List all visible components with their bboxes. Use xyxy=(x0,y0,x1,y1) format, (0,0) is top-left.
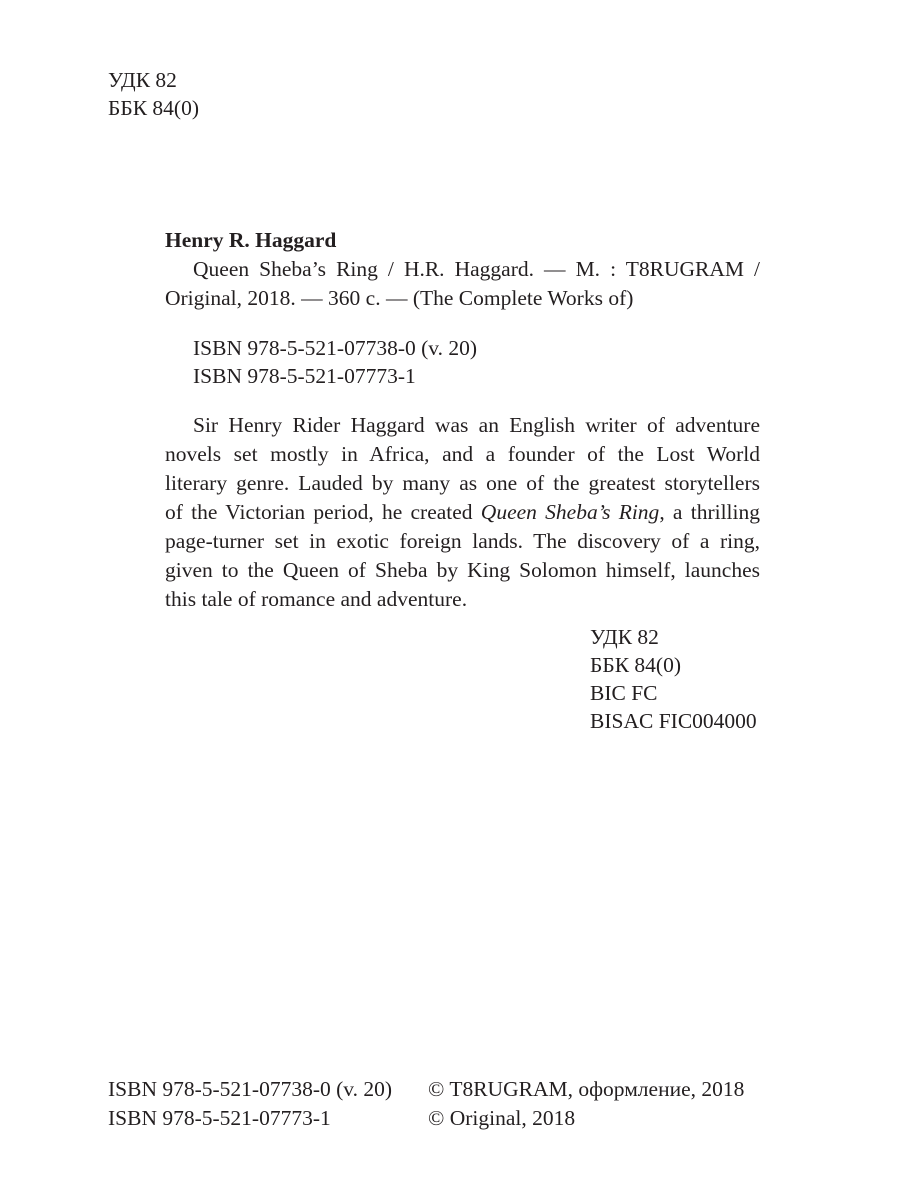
classification-codes xyxy=(590,623,757,735)
author-heading: Henry R. Haggard xyxy=(165,228,337,252)
imprint-footer xyxy=(108,1075,768,1133)
title-statement-line-2: Original, 2018. — 360 c. — (The Complete Works of) xyxy=(165,286,634,310)
footer-copyright: © Original, 2018 xyxy=(428,1106,576,1130)
udk-code: УДК 82 xyxy=(108,68,177,92)
annotation-line: literary genre. Lauded by many as one of the greatest storytellers xyxy=(165,471,760,495)
bisac-code: BISAC FIC004000 xyxy=(590,709,757,733)
annotation-paragraph xyxy=(165,411,760,614)
annotation-line: novels set mostly in Africa, and a founder of the Lost World xyxy=(165,442,760,466)
isbn-list xyxy=(165,334,760,390)
annotation-line-with-title xyxy=(165,498,760,527)
annotation-line: page-turner set in exotic foreign lands. The discovery of a ring, xyxy=(165,529,760,553)
top-classification-codes xyxy=(108,66,199,122)
annotation-text: , a thrilling xyxy=(659,500,760,524)
book-title-italic: Queen Sheba’s Ring xyxy=(480,500,660,524)
bibliographic-record xyxy=(165,226,760,614)
bbk-code: ББК 84(0) xyxy=(108,96,199,120)
footer-isbn: ISBN 978-5-521-07738-0 (v. 20) xyxy=(108,1077,393,1101)
annotation-line: given to the Queen of Sheba by King Solomon himself, launches xyxy=(165,558,760,582)
title-statement-line-1: Queen Sheba’s Ring / H.R. Haggard. — M. : T8RUGRAM / xyxy=(193,257,760,281)
udk-code: УДК 82 xyxy=(590,625,659,649)
isbn-series: ISBN 978-5-521-07773-1 xyxy=(193,364,416,388)
bbk-code: ББК 84(0) xyxy=(590,653,681,677)
annotation-line: Sir Henry Rider Haggard was an English writer of adventure xyxy=(193,413,760,437)
footer-row xyxy=(108,1104,768,1133)
bic-code: BIC FC xyxy=(590,681,658,705)
isbn-volume: ISBN 978-5-521-07738-0 (v. 20) xyxy=(193,336,478,360)
footer-row xyxy=(108,1075,768,1104)
annotation-text: of the Victorian period, he created xyxy=(165,500,473,524)
annotation-line: this tale of romance and adventure. xyxy=(165,587,468,611)
footer-isbn: ISBN 978-5-521-07773-1 xyxy=(108,1106,331,1130)
footer-copyright: © T8RUGRAM, оформление, 2018 xyxy=(428,1077,745,1101)
